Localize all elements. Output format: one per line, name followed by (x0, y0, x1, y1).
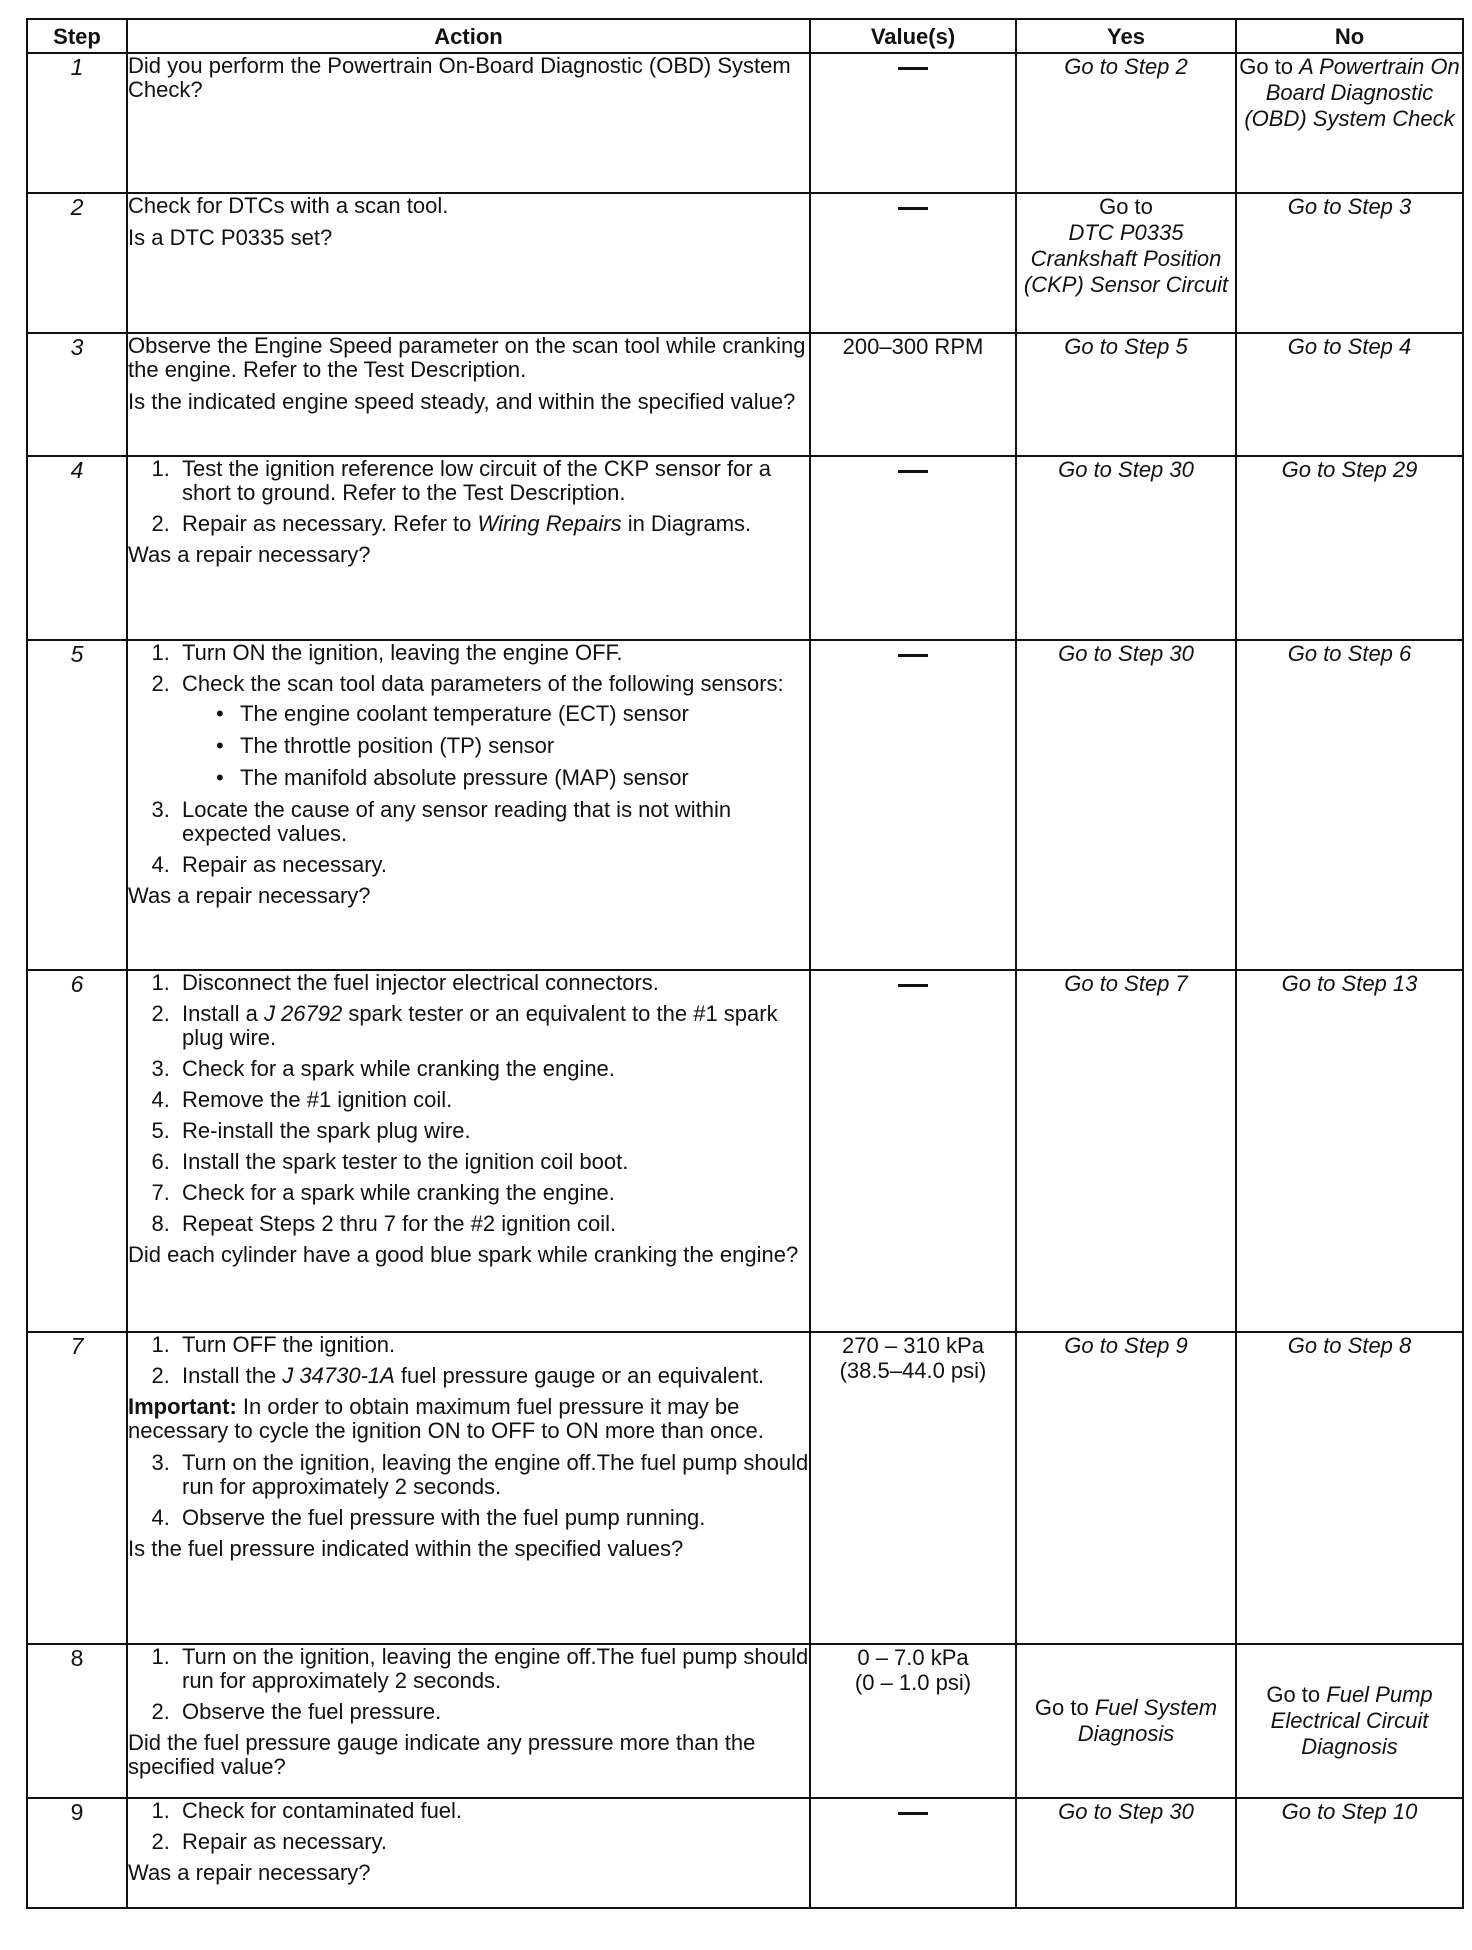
action-step: 3. Turn on the ignition, leaving the engine off.The fuel pump should run for approximately 2 seconds. (176, 1451, 809, 1499)
action-step: 1. Turn OFF the ignition. (176, 1333, 809, 1357)
step-number: 8 (27, 1644, 127, 1798)
yes-prefix: Go to (1099, 194, 1153, 219)
action-steps (128, 457, 809, 536)
no-cell (1236, 640, 1463, 970)
action-cell (127, 53, 810, 193)
sensor-item: • The engine coolant temperature (ECT) sensor (234, 702, 809, 726)
action-step: 1. Turn on the ignition, leaving the engine off.The fuel pump should run for approximately 2 seconds. (176, 1645, 809, 1693)
action-step: 5. Re-install the spark plug wire. (176, 1119, 809, 1143)
table-row (27, 456, 1463, 640)
yes-cell (1016, 53, 1236, 193)
value-cell (810, 970, 1016, 1332)
action-step (176, 1364, 809, 1388)
action-cell (127, 1798, 810, 1908)
fuel-gauge-link[interactable]: J 34730-1A (282, 1363, 395, 1388)
yes-cell (1016, 193, 1236, 333)
yes-link[interactable]: Go to Step 30 (1058, 641, 1194, 666)
action-text: Observe the Engine Speed parameter on the scan tool while cranking the engine. Refer to the Test Description. (128, 333, 806, 382)
value-cell (810, 193, 1016, 333)
table-row (27, 1798, 1463, 1908)
value-cell (810, 456, 1016, 640)
table-row (27, 1332, 1463, 1644)
action-question: Is the indicated engine speed steady, and within the specified value? (128, 389, 796, 414)
action-cell (127, 640, 810, 970)
no-link[interactable]: Go to Step 29 (1281, 457, 1418, 482)
no-cell (1236, 456, 1463, 640)
action-steps (128, 1451, 809, 1530)
action-step: 1. Check for contaminated fuel. (176, 1799, 809, 1823)
no-cell (1236, 970, 1463, 1332)
header-values: Value(s) (810, 19, 1016, 53)
yes-cell (1016, 333, 1236, 456)
yes-cell (1016, 1644, 1236, 1798)
action-question: Is the fuel pressure indicated within the specified values? (128, 1536, 684, 1561)
action-step: 1. Test the ignition reference low circuit of the CKP sensor for a short to ground. Refer to the Test Description. (176, 457, 809, 505)
yes-link[interactable]: Go to Step 9 (1064, 1333, 1188, 1358)
yes-cell (1016, 640, 1236, 970)
value-dash (898, 207, 928, 210)
action-step: 4. Repair as necessary. (176, 853, 809, 877)
action-text: Did you perform the Powertrain On-Board Diagnostic (OBD) System Check? (128, 53, 791, 102)
action-step: 4. Remove the #1 ignition coil. (176, 1088, 809, 1112)
spark-tester-link[interactable]: J 26792 (263, 1001, 343, 1026)
no-prefix: Go to (1266, 1682, 1327, 1707)
action-question: Is a DTC P0335 set? (128, 225, 333, 250)
diagnostic-table-sheet (26, 18, 1462, 1909)
value-dash (898, 654, 928, 657)
step-number: 5 (27, 640, 127, 970)
value-dash (898, 67, 928, 70)
step-number: 2 (27, 193, 127, 333)
no-prefix: Go to (1239, 54, 1300, 79)
no-link[interactable]: Go to Step 10 (1281, 1799, 1418, 1824)
value-cell (810, 53, 1016, 193)
no-link[interactable]: Go to Step 4 (1287, 334, 1412, 359)
value-dash (898, 984, 928, 987)
action-steps (128, 1333, 809, 1388)
action-step-text: Check the scan tool data parameters of the following sensors: (182, 671, 784, 696)
header-no: No (1236, 19, 1463, 53)
action-step: 1. Turn ON the ignition, leaving the engine OFF. (176, 641, 809, 665)
important-note (128, 1395, 809, 1443)
action-question: Did the fuel pressure gauge indicate any pressure more than the specified value? (128, 1730, 756, 1779)
action-step-suffix: in Diagrams. (621, 511, 752, 536)
value-cell (810, 1798, 1016, 1908)
important-label: Important: (128, 1394, 237, 1419)
action-cell (127, 193, 810, 333)
action-steps (128, 1799, 809, 1854)
action-step (176, 672, 809, 790)
no-cell (1236, 333, 1463, 456)
action-steps (128, 641, 809, 877)
no-cell (1236, 1798, 1463, 1908)
step-number: 7 (27, 1332, 127, 1644)
action-cell (127, 1644, 810, 1798)
action-cell (127, 970, 810, 1332)
no-link[interactable]: Fuel Pump Electrical Circuit Diagnosis (1270, 1682, 1433, 1759)
action-step-text: Install the (182, 1363, 283, 1388)
step-number: 3 (27, 333, 127, 456)
yes-cell (1016, 970, 1236, 1332)
yes-link[interactable]: Go to Step 5 (1064, 334, 1188, 359)
action-steps (128, 1645, 809, 1724)
action-step: 1. Disconnect the fuel injector electrical connectors. (176, 971, 809, 995)
yes-link[interactable]: DTC P0335 Crankshaft Position (CKP) Sensor Circuit (1023, 220, 1229, 297)
sensor-item: • The manifold absolute pressure (MAP) sensor (234, 766, 809, 790)
no-cell (1236, 1332, 1463, 1644)
action-step: 7. Check for a spark while cranking the engine. (176, 1181, 809, 1205)
table-row (27, 970, 1463, 1332)
step-number: 6 (27, 970, 127, 1332)
action-step-suffix: spark tester or an equivalent to the #1 spark plug wire. (182, 1001, 778, 1050)
action-step-text: Repair as necessary. Refer to (182, 511, 478, 536)
value-dash (898, 1812, 928, 1815)
value-dash (898, 470, 928, 473)
no-cell (1236, 53, 1463, 193)
table-row (27, 193, 1463, 333)
no-link[interactable]: Go to Step 8 (1287, 1333, 1412, 1358)
no-link[interactable]: A Powertrain On Board Diagnostic (OBD) System Check (1244, 54, 1460, 131)
header-yes: Yes (1016, 19, 1236, 53)
yes-link[interactable]: Go to Step 30 (1058, 1799, 1194, 1824)
action-step: 2. Repair as necessary. (176, 1830, 809, 1854)
no-link[interactable]: Go to Step 13 (1281, 971, 1418, 996)
action-step-text: Install a (182, 1001, 264, 1026)
yes-link[interactable]: Fuel System Diagnosis (1077, 1695, 1218, 1746)
wiring-repairs-link[interactable]: Wiring Repairs (477, 511, 622, 536)
value-cell (810, 640, 1016, 970)
table-row (27, 640, 1463, 970)
action-question: Was a repair necessary? (128, 1860, 371, 1885)
action-step: 3. Check for a spark while cranking the engine. (176, 1057, 809, 1081)
no-link[interactable]: Go to Step 6 (1287, 641, 1412, 666)
table-row (27, 333, 1463, 456)
value-cell: 270 – 310 kPa (38.5–44.0 psi) (810, 1332, 1016, 1644)
action-step-suffix: fuel pressure gauge or an equivalent. (394, 1363, 765, 1388)
no-cell (1236, 193, 1463, 333)
table-row (27, 1644, 1463, 1798)
diagnostic-table (26, 18, 1464, 1909)
action-text: Check for DTCs with a scan tool. (128, 193, 449, 218)
value-cell: 200–300 RPM (810, 333, 1016, 456)
action-cell (127, 456, 810, 640)
action-step: 4. Observe the fuel pressure with the fuel pump running. (176, 1506, 809, 1530)
action-step: 3. Locate the cause of any sensor reading that is not within expected values. (176, 798, 809, 846)
action-step (176, 512, 809, 536)
sensor-item: • The throttle position (TP) sensor (234, 734, 809, 758)
action-question: Was a repair necessary? (128, 883, 371, 908)
action-cell (127, 333, 810, 456)
step-number: 9 (27, 1798, 127, 1908)
action-question: Did each cylinder have a good blue spark while cranking the engine? (128, 1242, 799, 1267)
action-step (176, 1002, 809, 1050)
yes-cell (1016, 456, 1236, 640)
value-cell: 0 – 7.0 kPa (0 – 1.0 psi) (810, 1644, 1016, 1798)
table-header-row (27, 19, 1463, 53)
no-cell (1236, 1644, 1463, 1798)
action-step: 2. Observe the fuel pressure. (176, 1700, 809, 1724)
yes-cell (1016, 1332, 1236, 1644)
action-question: Was a repair necessary? (128, 542, 371, 567)
step-number: 1 (27, 53, 127, 193)
yes-link[interactable]: Go to Step 2 (1064, 54, 1188, 79)
important-text: In order to obtain maximum fuel pressure it may be necessary to cycle the ignition ON to OFF to ON more than once. (128, 1394, 764, 1443)
action-steps (128, 971, 809, 1236)
table-row (27, 53, 1463, 193)
step-number: 4 (27, 456, 127, 640)
header-step: Step (27, 19, 127, 53)
sensor-list (182, 702, 809, 790)
action-cell (127, 1332, 810, 1644)
action-step: 6. Install the spark tester to the ignition coil boot. (176, 1150, 809, 1174)
header-action: Action (127, 19, 810, 53)
yes-link[interactable]: Go to Step 7 (1064, 971, 1188, 996)
no-link[interactable]: Go to Step 3 (1287, 194, 1412, 219)
action-step: 8. Repeat Steps 2 thru 7 for the #2 ignition coil. (176, 1212, 809, 1236)
yes-prefix: Go to (1034, 1695, 1095, 1720)
yes-link[interactable]: Go to Step 30 (1058, 457, 1194, 482)
yes-cell (1016, 1798, 1236, 1908)
